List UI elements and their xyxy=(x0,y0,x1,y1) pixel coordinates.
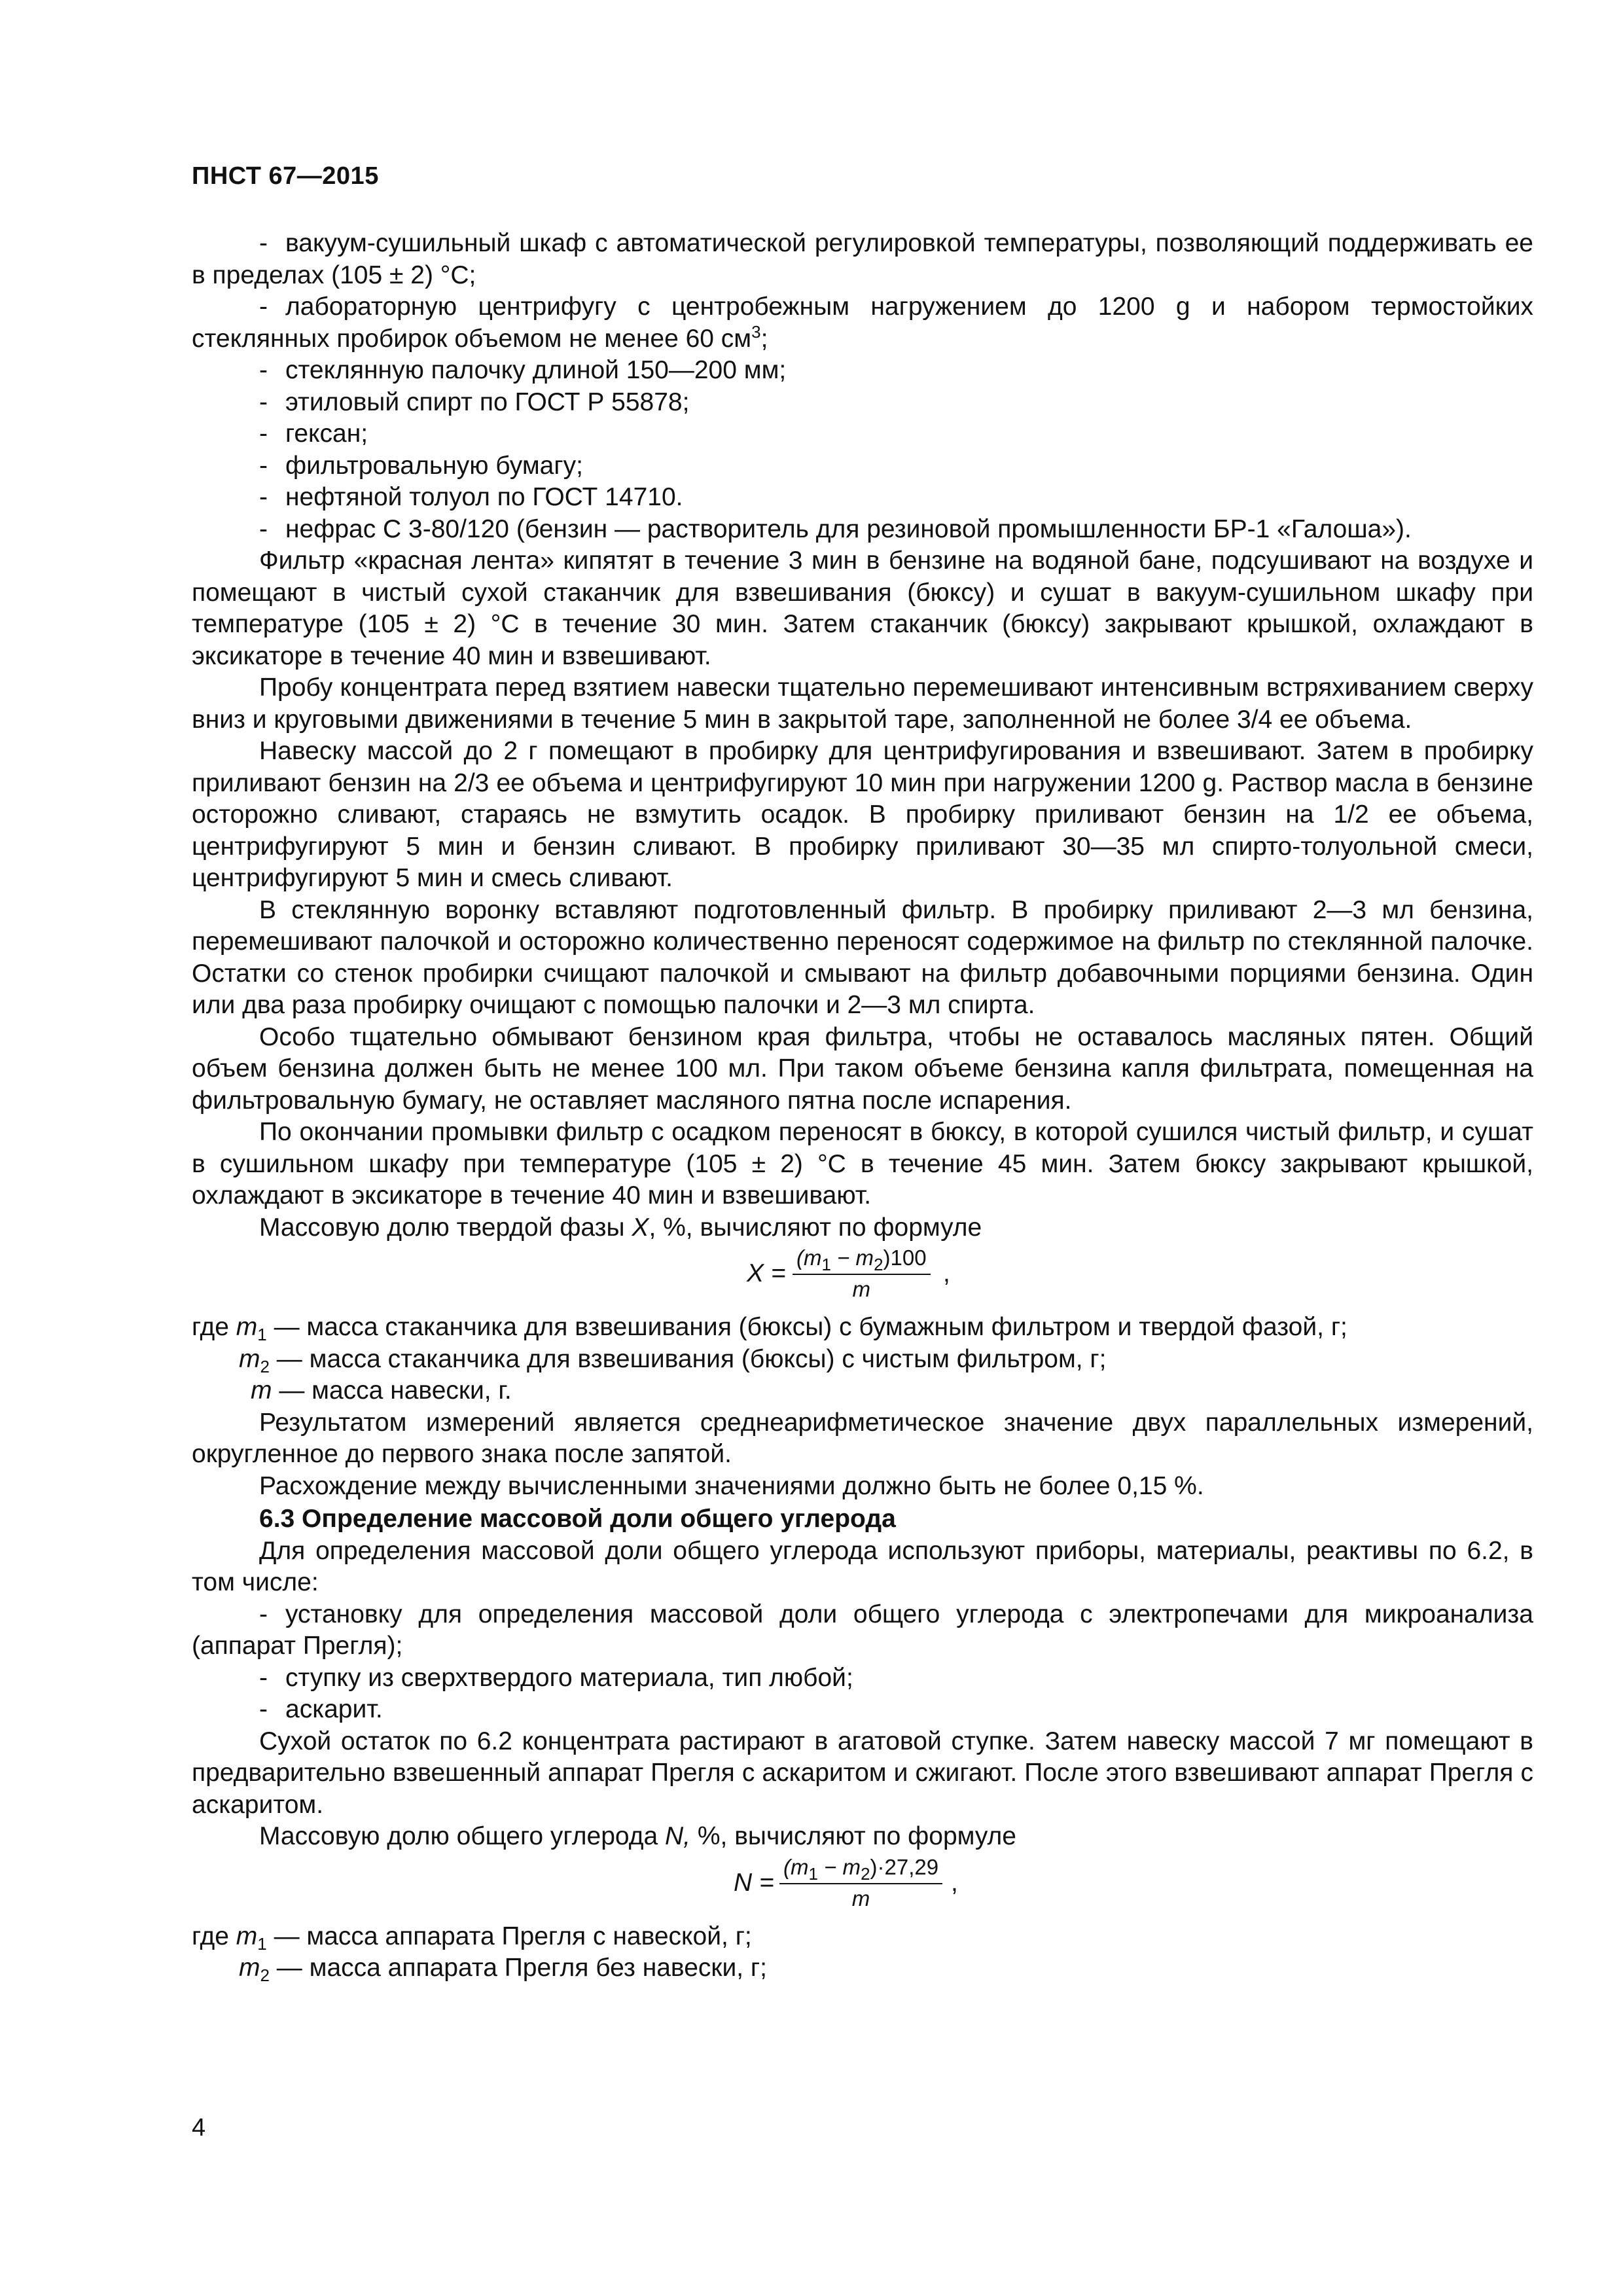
superscript: 3 xyxy=(751,321,761,342)
paragraph: Результатом измерений является среднеарифметическое значение двух параллельных измерений, округленное до первого знака после запятой. xyxy=(192,1408,1533,1468)
formula-intro: Массовую долю твердой фазы X, %, вычисляют по формуле xyxy=(259,1213,982,1242)
paragraph: По окончании промывки фильтр с осадком переносят в бюксу, в которой сушился чистый фильтр, и сушат в сушильном шкафу при температуре (105 ± 2) °С в течение 45 мин. Затем бюксу закрывают крышкой, охлаждают в эксикаторе в течение 40 мин и взвешивают. xyxy=(192,1118,1533,1210)
list-item: - лабораторную центрифугу с центробежным нагружением до 1200 g и набором термостойких стеклянных пробирок объемом не менее 60 $см^3$; xyxy=(192,293,1533,353)
paragraph: В стеклянную воронку вставляют подготовленный фильтр. В пробирку приливают 2—3 мл бензина, перемешивают палочкой и осторожно количественно переносят содержимое на фильтр по стеклянной палочке. Остатки со стенок пробирки счищают палочкой и смывают на фильтр добавочными порциями бензина. Один или два раза пробирку очищают с помощью палочки и 2—3 мл спирта. xyxy=(192,895,1533,1019)
paragraph: Пробу концентрата перед взятием навески тщательно перемешивают интенсивным встряхиванием сверху вниз и круговыми движениями в течение 5 мин в закрытой таре, заполненной не более 3/4 ее объема. xyxy=(192,673,1533,734)
paragraph: Сухой остаток по 6.2 концентрата растирают в агатовой ступке. Затем навеску массой 7 мг помещают в предварительно взвешенный аппарат Прегля с аскаритом и сжигают. После этого взвешивают аппарат Прегля с аскаритом. xyxy=(192,1727,1533,1819)
list-item: - ступку из сверхтвердого материала, тип любой; xyxy=(259,1663,853,1692)
list-item: - аскарит. xyxy=(259,1695,383,1723)
formula-intro: Массовую долю общего углерода N, %, вычисляют по формуле xyxy=(259,1822,1016,1850)
formula-denominator: m xyxy=(851,1886,870,1910)
list-item: - этиловый спирт по ГОСТ Р 55878; xyxy=(259,387,690,416)
formula-numerator: $(m_1 - m_2)\cdot 27,29$ xyxy=(779,1853,942,1884)
formula-comma: , xyxy=(943,1259,950,1287)
paragraph: Фильтр «красная лента» кипятят в течение 3 мин в бензине на водяной бане, подсушивают на воздухе и помещают в чистый сухой стаканчик для взвешивания (бюксу) и сушат в вакуум-сушильном шкафу при температуре (105 ± 2) °С в течение 30 мин. Затем стаканчик (бюксу) закрывают крышкой, охлаждают в эксикаторе в течение 40 мин и взвешивают. xyxy=(192,547,1533,670)
list-item: - нефтяной толуол по ГОСТ 14710. xyxy=(259,483,683,511)
page-number: 4 xyxy=(192,2114,206,2142)
legend-item: где $m_1$ — масса стаканчика для взвешивания (бюксы) с бумажным фильтром и твердой фазой, г; xyxy=(192,1313,1347,1344)
formula-legend xyxy=(192,1921,1533,1984)
section-heading: 6.3 Определение массовой доли общего углерода xyxy=(259,1505,896,1533)
paragraph: Навеску массой до 2 г помещают в пробирку для центрифугирования и взвешивают. Затем в пробирку приливают бензин на 2/3 ее объема и центрифугируют 10 мин при нагружении 1200 g. Раствор масла в бензине осторожно сливают, стараясь не взмутить осадок. В пробирку приливают бензин на 1/2 ее объема, центрифугируют 5 мин и бензин сливают. В пробирку приливают 30—35 мл спирто-толуольной смеси, центрифугируют 5 мин и смесь сливают. xyxy=(192,737,1533,892)
formula-total-carbon xyxy=(192,1853,1533,1921)
paragraph: Особо тщательно обмывают бензином края фильтра, чтобы не оставалось масляных пятен. Общий объем бензина должен быть не менее 100 мл. При таком объеме бензина капля фильтрата, помещенная на фильтровальную бумагу, не оставляет масляного пятна после испарения. xyxy=(192,1022,1533,1115)
list-item: - нефрас С 3-80/120 (бензин — растворитель для резиновой промышленности БР-1 «Галоша»). xyxy=(259,514,1412,543)
legend-item: $m_2$ — масса стаканчика для взвешивания (бюксы) с чистым фильтром, г; xyxy=(239,1344,1107,1376)
formula-fraction xyxy=(779,1853,942,1913)
formula-lhs: X = xyxy=(747,1259,786,1287)
list-item: - гексан; xyxy=(259,420,368,448)
list-item: - вакуум-сушильный шкаф с автоматической регулировкой температуры, позволяющий поддерживать ее в пределах (105 ± 2) °С; xyxy=(192,229,1533,289)
formula-solid-phase xyxy=(192,1244,1533,1312)
paragraph: Для определения массовой доли общего углерода используют приборы, материалы, реактивы по 6.2, в том числе: xyxy=(192,1536,1533,1596)
formula-fraction xyxy=(793,1244,931,1304)
list-item: - установку для определения массовой доли общего углерода с электропечами для микроанализа (аппарат Прегля); xyxy=(192,1600,1533,1660)
legend-item: m — масса навески, г. xyxy=(251,1376,512,1405)
paragraph: Расхождение между вычисленными значениями должно быть не более 0,15 %. xyxy=(259,1471,1204,1500)
legend-item: $m_2$ — масса аппарата Прегля без навески, г; xyxy=(239,1954,767,1985)
formula-lhs: N = xyxy=(734,1868,774,1897)
document-code-header: ПНСТ 67—2015 xyxy=(192,162,379,190)
formula-legend xyxy=(192,1312,1533,1407)
formula-numerator: $(m_1 - m_2)100$ xyxy=(793,1244,931,1275)
list-item: - стеклянную палочку длиной 150—200 мм; xyxy=(259,356,787,384)
page-content xyxy=(192,228,1533,1984)
formula-comma: , xyxy=(951,1868,958,1897)
list-item: - фильтровальную бумагу; xyxy=(259,451,583,480)
formula-denominator: m xyxy=(852,1277,871,1301)
legend-item: где $m_1$ — масса аппарата Прегля с навеской, г; xyxy=(192,1922,752,1954)
